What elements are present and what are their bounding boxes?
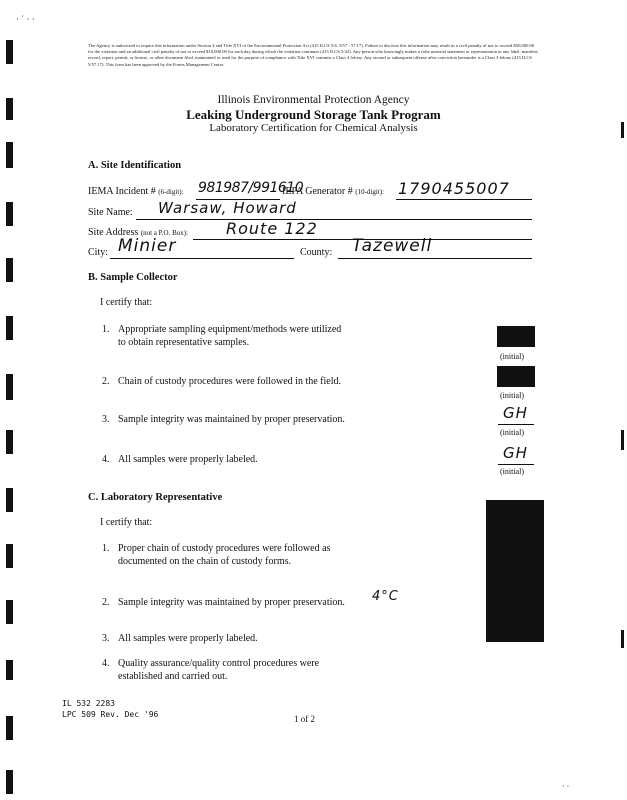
scan-bar	[6, 142, 13, 168]
collector-item-4-num: 4.	[102, 454, 110, 465]
lab-item-4-num: 4.	[102, 658, 110, 669]
collector-section-heading: B. Sample Collector	[88, 272, 178, 283]
scan-bar	[6, 258, 13, 282]
scan-bar	[6, 488, 13, 512]
incident-hint: (6-digit):	[158, 188, 184, 196]
form-title: Laboratory Certification for Chemical Analysis	[209, 122, 418, 134]
initial-line	[498, 424, 534, 425]
scan-bar	[6, 430, 13, 454]
lab-item-1-num: 1.	[102, 543, 110, 554]
address-label-text: Site Address	[88, 227, 139, 238]
collector-item-3-initials[interactable]: GH	[503, 404, 528, 422]
scan-bar	[6, 600, 13, 624]
generator-label-text: IEPA Generator #	[282, 186, 353, 197]
legal-disclaimer: The Agency is authorized to require this information under Section 4 and Title XVI of the Environmental Protection Act (415 ILCS 5/4, 5/57 - 57.17). Failure to disclose this information may result in a civil penalty of not to exceed $50,000.00 for the violation and an additional civil penalty of not to exceed $10,000.00 for each day during which the violation continues (415 ILCS 5/42). Any person who knowingly makes a false material statement or representation in any label, manifest, record, report, permit, or license, or other document filed, maintained or used for the purpose of compliance with Title XVI commits a Class 4 felony. Any second or subsequent offense after conviction hereunder is a Class 3 felony (415 ILCS 5/57.17). This form has been approved by the Forms Management Center.	[88, 43, 539, 67]
county-label: County:	[300, 247, 333, 258]
scan-bar	[6, 316, 13, 340]
initial-label: (initial)	[500, 352, 524, 361]
scan-bar	[6, 40, 13, 64]
lab-item-2-num: 2.	[102, 597, 110, 608]
scan-bar	[6, 660, 13, 680]
initial-line	[498, 464, 534, 465]
collector-item-3-text: Sample integrity was maintained by proper preservation.	[118, 414, 345, 425]
scan-edge	[621, 430, 624, 450]
county-line	[338, 258, 532, 259]
scan-bar	[6, 98, 13, 120]
lab-section-heading: C. Laboratory Representative	[88, 492, 223, 503]
program-title: Leaking Underground Storage Tank Program	[186, 107, 441, 122]
collector-item-4-text: All samples were properly labeled.	[118, 454, 258, 465]
lab-certify: I certify that:	[100, 517, 153, 528]
collector-item-3-num: 3.	[102, 414, 110, 425]
generator-value[interactable]: 1790455007	[398, 179, 510, 198]
generator-hint: (10-digit):	[355, 188, 385, 196]
scan-bar	[6, 770, 13, 794]
generator-line	[396, 199, 532, 200]
collector-item-2-num: 2.	[102, 376, 110, 387]
page-number: 1 of 2	[294, 714, 315, 724]
city-line	[110, 258, 294, 259]
address-value[interactable]: Route 122	[226, 219, 318, 238]
incident-label	[88, 186, 184, 197]
form-id-1: IL 532 2283	[62, 699, 115, 708]
scan-specks: · ˙ · ·	[16, 14, 35, 24]
scan-specks: · ·	[562, 782, 570, 791]
scan-edge	[621, 122, 624, 138]
site-section-heading: A. Site Identification	[88, 160, 182, 171]
lab-item-4-text: Quality assurance/quality control procedures were established and carried out.	[118, 658, 320, 682]
agency-name: Illinois Environmental Protection Agency	[217, 94, 410, 106]
form-id-2: LPC 509 Rev. Dec '96	[62, 710, 159, 719]
scan-bar	[6, 544, 13, 568]
initial-label: (initial)	[500, 391, 524, 400]
scan-edge	[621, 630, 624, 648]
lab-item-3-num: 3.	[102, 633, 110, 644]
lab-redaction-block	[486, 500, 544, 642]
site-name-line	[136, 219, 532, 220]
lab-item-3-text: All samples were properly labeled.	[118, 633, 258, 644]
address-hint: (not a P.O. Box):	[140, 229, 189, 237]
incident-label-text: IEMA Incident #	[88, 186, 156, 197]
scan-bar	[6, 202, 13, 226]
redaction-box	[497, 366, 535, 387]
city-label: City:	[88, 247, 109, 258]
collector-item-1-num: 1.	[102, 324, 110, 335]
collector-item-2-text: Chain of custody procedures were followed in the field.	[118, 376, 341, 387]
scan-bar	[6, 716, 13, 740]
scan-bar	[6, 374, 13, 400]
collector-item-1-text: Appropriate sampling equipment/methods were utilized to obtain representative samples.	[118, 324, 342, 348]
county-value[interactable]: Tazewell	[352, 236, 433, 256]
initial-label: (initial)	[500, 467, 524, 476]
collector-certify: I certify that:	[100, 297, 153, 308]
redaction-box	[497, 326, 535, 347]
generator-label	[282, 186, 384, 197]
initial-label: (initial)	[500, 428, 524, 437]
city-value[interactable]: Minier	[118, 236, 177, 256]
lab-item-1-text: Proper chain of custody procedures were followed as documented on the chain of custody forms.	[118, 543, 331, 567]
collector-item-4-initials[interactable]: GH	[503, 444, 528, 462]
site-name-value[interactable]: Warsaw, Howard	[158, 199, 297, 217]
incident-value[interactable]: 981987/991610	[198, 180, 304, 196]
lab-item-2-text: Sample integrity was maintained by proper preservation.	[118, 597, 345, 608]
site-name-label: Site Name:	[88, 207, 133, 218]
lab-temp-note[interactable]: 4°C	[372, 589, 399, 604]
